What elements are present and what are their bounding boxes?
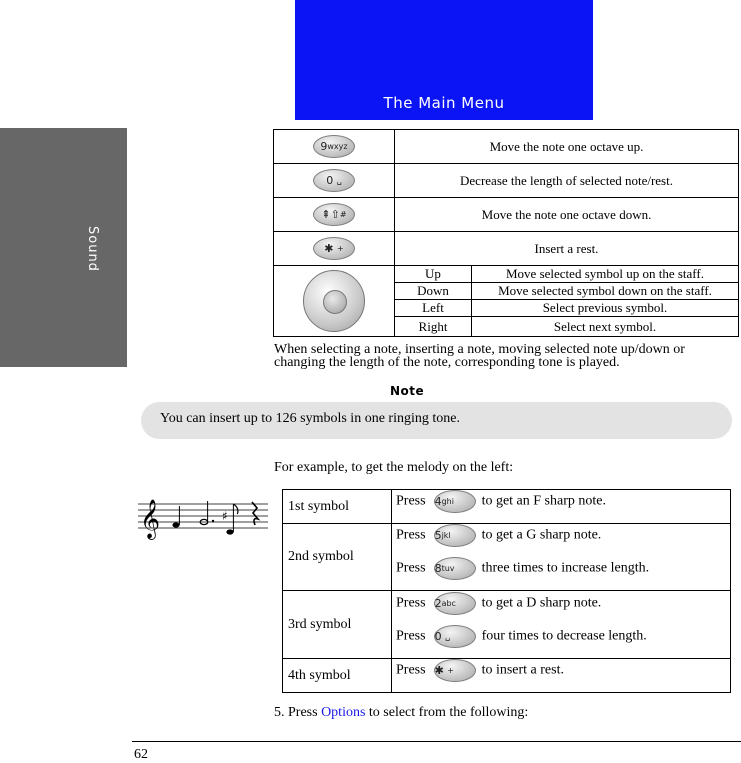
key-main-label: 5 xyxy=(434,529,442,542)
table-row xyxy=(283,591,731,659)
direction-description: Select previous symbol. xyxy=(472,300,739,317)
press-label: Press xyxy=(396,527,426,543)
key-description: Insert a rest. xyxy=(395,232,739,266)
instruction-line xyxy=(392,557,730,590)
2-abc-key-icon xyxy=(434,592,476,615)
symbol-label: 1st symbol xyxy=(283,490,392,524)
key-main-label: 8 xyxy=(434,562,442,575)
key-main-label: 0 xyxy=(434,629,442,643)
9-wxyz-key-icon xyxy=(313,135,355,158)
melody-steps-table xyxy=(282,489,731,693)
table-row xyxy=(274,130,739,164)
instruction-line xyxy=(392,524,730,557)
table-row xyxy=(274,164,739,198)
key-sub-label: abc xyxy=(441,598,456,608)
key-main-label: 2 xyxy=(434,596,442,610)
table-row xyxy=(395,266,738,283)
music-staff-image xyxy=(138,490,270,540)
example-intro: For example, to get the melody on the left: xyxy=(274,460,514,475)
symbol-label: 4th symbol xyxy=(283,659,392,693)
table-row xyxy=(283,490,731,524)
table-row xyxy=(395,300,738,317)
star-plus-key-icon xyxy=(434,659,476,682)
symbol-label: 3rd symbol xyxy=(283,591,392,659)
treble-clef-icon: 𝄞 xyxy=(140,499,161,539)
action-text: to get a G sharp note. xyxy=(481,527,602,543)
key-sub-label: jkl xyxy=(441,531,451,540)
options-link[interactable]: Options xyxy=(321,705,366,720)
table-row xyxy=(274,198,739,232)
key-main-label: ✱ xyxy=(434,664,444,677)
8-tuv-key-icon xyxy=(434,557,476,580)
section-title: The Main Menu xyxy=(383,94,505,112)
key-sub-label: ␣ xyxy=(445,631,451,641)
action-text: to insert a rest. xyxy=(481,662,564,678)
press-label: Press xyxy=(396,628,426,644)
press-label: Press xyxy=(396,662,426,678)
key-main-label: ✱ xyxy=(324,242,334,255)
direction-description: Select next symbol. xyxy=(553,318,657,334)
instruction-line xyxy=(392,490,730,523)
navigation-directions-table xyxy=(395,266,738,336)
key-main-label: 4 xyxy=(434,495,442,508)
key-sub-label: ␣ xyxy=(336,176,342,185)
action-text: to get a D sharp note. xyxy=(481,595,602,611)
instruction-suffix: to select from the following: xyxy=(365,705,529,720)
key-description: Move the note one octave down. xyxy=(395,198,739,232)
section-header xyxy=(295,0,593,120)
key-sub-label: + xyxy=(447,666,454,675)
direction-label: Up xyxy=(395,266,472,283)
note-title: Note xyxy=(390,384,425,398)
table-row xyxy=(274,232,739,266)
symbol-label: 2nd symbol xyxy=(283,524,392,591)
action-text: three times to increase length. xyxy=(481,560,650,576)
instruction-line xyxy=(392,592,730,625)
page-number: 62 xyxy=(134,747,148,762)
instruction-line xyxy=(392,659,730,692)
hash-key-icon xyxy=(313,203,355,226)
press-label: Press xyxy=(396,493,426,509)
key-main-label: 0 xyxy=(326,174,334,187)
direction-label: Down xyxy=(395,283,472,300)
footer-divider xyxy=(132,741,741,742)
body-paragraph: When selecting a note, inserting a note, moving selected note up/down or changing the length of the note, corresponding tone is played. xyxy=(274,342,685,370)
press-label: Press xyxy=(396,595,426,611)
key-main-label: 9 xyxy=(320,140,328,153)
key-sub-label: wxyz xyxy=(327,142,348,151)
direction-label: Left xyxy=(395,300,472,317)
star-plus-key-icon xyxy=(313,237,355,260)
key-sub-label: # xyxy=(339,210,347,219)
key-description: Decrease the length of selected note/rest. xyxy=(395,164,739,198)
key-sub-label: ghi xyxy=(441,497,454,506)
table-row xyxy=(283,659,731,693)
table-row xyxy=(395,317,738,337)
options-instruction xyxy=(274,705,528,721)
key-functions-table xyxy=(273,129,739,337)
table-row xyxy=(283,524,731,591)
side-chapter-tab xyxy=(0,128,127,367)
4-ghi-key-icon xyxy=(434,490,476,513)
svg-text:♯: ♯ xyxy=(222,509,228,523)
navigation-key-icon xyxy=(303,270,365,332)
0-space-key-icon xyxy=(313,169,355,192)
key-description: Move the note one octave up. xyxy=(395,130,739,164)
note-text: You can insert up to 126 symbols in one ringing tone. xyxy=(160,411,460,426)
action-text: four times to decrease length. xyxy=(481,628,647,644)
table-row xyxy=(274,266,739,337)
key-sub-label: + xyxy=(337,244,344,253)
instruction-prefix: 5. Press xyxy=(274,705,322,720)
direction-description: Move selected symbol up on the staff. xyxy=(472,266,739,283)
side-chapter-label: Sound xyxy=(85,226,100,272)
key-main-label: ⇞⇧ xyxy=(321,208,340,221)
table-row xyxy=(395,283,738,300)
instruction-line xyxy=(392,625,730,658)
press-label: Press xyxy=(396,560,426,576)
key-sub-label: tuv xyxy=(441,564,455,573)
0-space-key-icon xyxy=(434,625,476,648)
action-text: to get an F sharp note. xyxy=(481,493,606,509)
direction-label: Right xyxy=(395,317,472,337)
note-box xyxy=(141,402,732,439)
5-jkl-key-icon xyxy=(434,524,476,547)
direction-description: Move selected symbol down on the staff. xyxy=(472,283,739,300)
